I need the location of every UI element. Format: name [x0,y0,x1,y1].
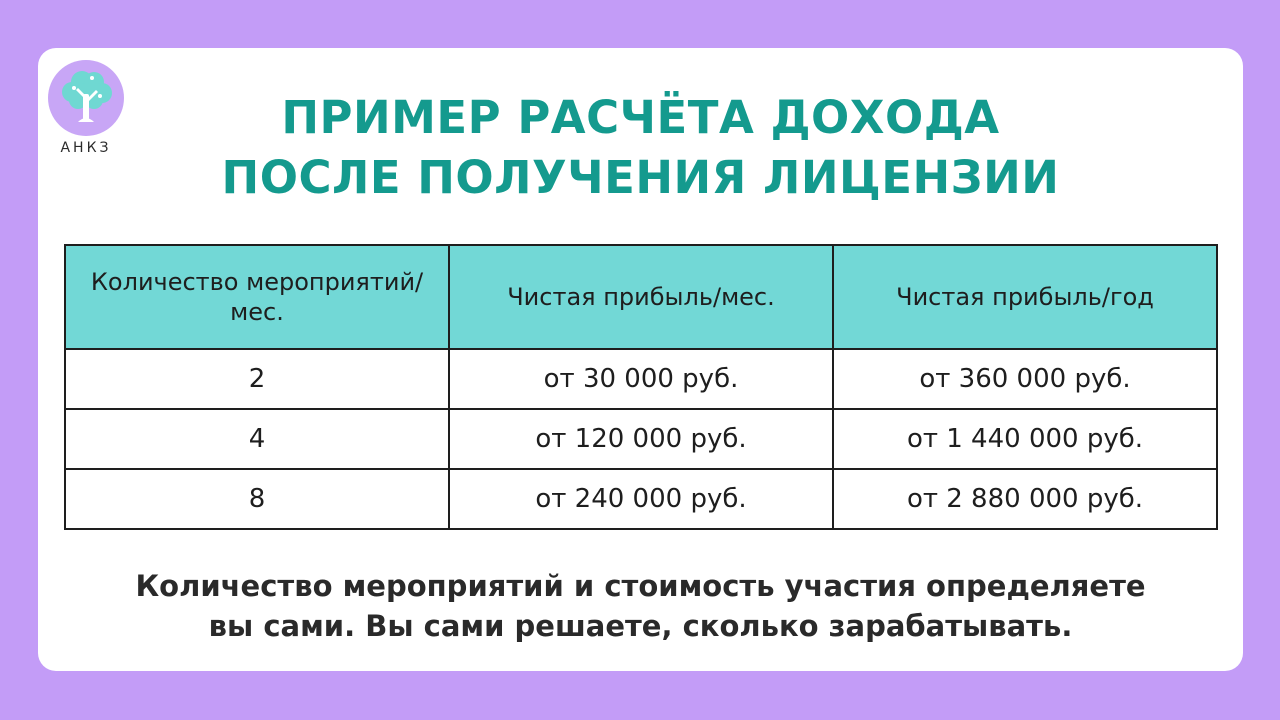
title-line-2: ПОСЛЕ ПОЛУЧЕНИЯ ЛИЦЕНЗИИ [221,151,1060,204]
title-line-1: ПРИМЕР РАСЧЁТА ДОХОДА [281,91,1000,144]
table-row [65,469,1217,529]
footer-line-1: Количество мероприятий и стоимость участия определяете [135,569,1146,603]
events-count-cell: 2 [65,349,449,409]
footer-note [38,566,1243,646]
table-row [65,409,1217,469]
profit-month-cell: от 240 000 руб. [449,469,833,529]
profit-month-cell: от 30 000 руб. [449,349,833,409]
profit-month-cell: от 120 000 руб. [449,409,833,469]
events-count-cell: 8 [65,469,449,529]
content-card [38,48,1243,671]
table-header-row [65,245,1217,349]
logo-wordmark: АНКЗ [60,140,112,156]
header-events-per-month: Количество мероприятий/мес. [65,245,449,349]
profit-year-cell: от 1 440 000 руб. [833,409,1217,469]
header-net-profit-year: Чистая прибыль/год [833,245,1217,349]
table-row [65,349,1217,409]
events-count-cell: 4 [65,409,449,469]
profit-year-cell: от 360 000 руб. [833,349,1217,409]
header-net-profit-month: Чистая прибыль/мес. [449,245,833,349]
page-title [38,88,1243,208]
footer-line-2: вы сами. Вы сами решаете, сколько зарабатывать. [208,609,1073,643]
profit-year-cell: от 2 880 000 руб. [833,469,1217,529]
income-table [64,244,1218,530]
